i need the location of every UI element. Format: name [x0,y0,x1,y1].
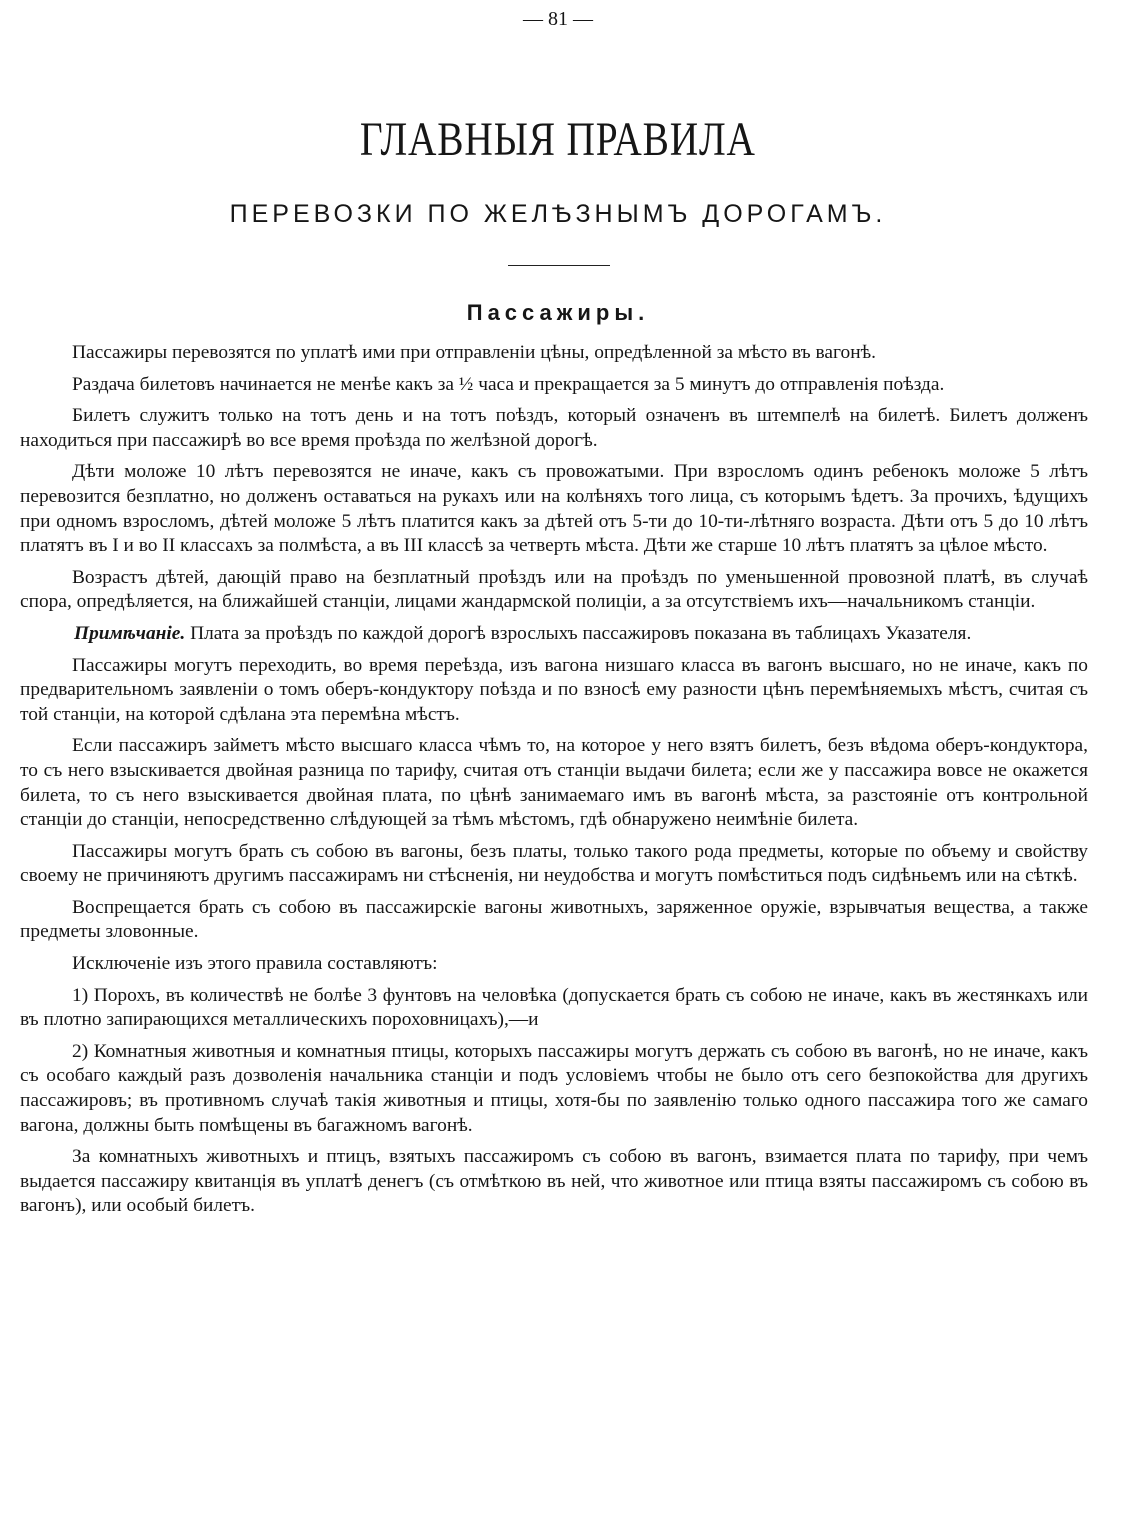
note [20,622,1088,647]
paragraph: Билетъ служитъ только на тотъ день и на тотъ поѣздъ, который означенъ въ штемпелѣ на билетѣ. Билетъ долженъ находиться при пассажирѣ во все время проѣзда по желѣзной дорогѣ. [20,405,1088,451]
paragraph: Воспрещается брать съ собою въ пассажирскіе вагоны животныхъ, заряженное оружіе, взрывчатыя вещества, а также предметы зловонные. [20,896,1088,943]
title-divider [508,265,610,266]
paragraph: Если пассажиръ займетъ мѣсто высшаго класса чѣмъ то, на которое у него взятъ билетъ, безъ вѣдома оберъ-кондуктора, то съ него взыскивается двойная разница по тарифу, считая отъ станціи выдачи билета; если же у пассажира вовсе не окажется билета, то съ него взыскивается двойная плата, по цѣнѣ занимаемаго имъ въ вагонѣ мѣста, за разстояніе отъ контрольной станціи до станціи, непосредственно слѣдующей за тѣмъ мѣстомъ, гдѣ обнаружено неимѣніе билета. [20,735,1088,831]
paragraph: Исключеніе изъ этого правила составляютъ: [72,953,438,975]
paragraph: 2) Комнатныя животныя и комнатныя птицы, которыхъ пассажиры могутъ держать съ собою въ вагонѣ, но не иначе, какъ съ особаго каждый разъ дозволенія начальника станціи и подъ условіемъ чтобы не было отъ сего безпокойства для другихъ пассажировъ; въ противномъ случаѣ такія животныя и птицы, хотя-бы по заявленію только одного пассажира того же самаго вагона, должны быть помѣщены въ багажномъ вагонѣ. [20,1040,1088,1136]
paragraph: Раздача билетовъ начинается не менѣе какъ за ½ часа и прекращается за 5 минутъ до отправленія поѣзда. [72,373,945,395]
page-number: — 81 — [523,8,593,30]
paragraph: Дѣти моложе 10 лѣтъ перевозятся не иначе, какъ съ провожатыми. При взросломъ одинъ ребенокъ моложе 5 лѣтъ перевозится безплатно, но долженъ оставаться на рукахъ или на колѣняхъ того лица, съ которымъ ѣдетъ. За прочихъ, ѣдущихъ при одномъ взросломъ, дѣтей моложе 5 лѣтъ платится какъ за дѣтей отъ 5-ти до 10-ти-лѣтняго возраста. Дѣти отъ 5 до 10 лѣтъ платятъ въ I и во II классахъ за полмѣста, а въ III классѣ за четверть мѣста. Дѣти же старше 10 лѣтъ платятъ за цѣлое мѣсто. [20,461,1088,557]
paragraph: Пассажиры могутъ переходить, во время переѣзда, изъ вагона низшаго класса въ вагонъ высшаго, но не иначе, какъ по предварительномъ заявленіи о томъ оберъ-кондуктору поѣзда и по взносѣ ему разности цѣнъ перемѣняемыхъ мѣстъ, считая съ той станціи, на которой сдѣлана эта перемѣна мѣстъ. [20,654,1088,725]
note-text: Плата за проѣздъ по каждой дорогѣ взрослыхъ пассажировъ показана въ таблицахъ Указателя. [190,622,972,644]
main-title: ГЛАВНЫЯ ПРАВИЛА [359,113,756,166]
subtitle: ПЕРЕВОЗКИ ПО ЖЕЛѢЗНЫМЪ ДОРОГАМЪ. [229,200,887,228]
paragraph: Пассажиры перевозятся по уплатѣ ими при отправленіи цѣны, опредѣленной за мѣсто въ вагонѣ. [72,342,876,363]
section-heading: Пассажиры. [466,300,650,325]
paragraph: Пассажиры могутъ брать съ собою въ вагоны, безъ платы, только такого рода предметы, которые по объему и свойству своему не причиняютъ другимъ пассажирамъ ни стѣсненія, ни неудобства и могутъ помѣститься подъ сидѣньемъ или на сѣткѣ. [20,840,1088,887]
paragraph: 1) Порохъ, въ количествѣ не болѣе 3 фунтовъ на человѣка (допускается брать съ собою не иначе, какъ въ жестянкахъ или въ плотно запирающихся металлическихъ пороховницахъ),—и [20,984,1088,1031]
note-label: Примѣчаніе. [74,622,186,644]
paragraph: За комнатныхъ животныхъ и птицъ, взятыхъ пассажиромъ съ собою въ вагонъ, взимается плата по тарифу, при чемъ выдается пассажиру квитанція въ уплатѣ денегъ (съ отмѣткою въ ней, что животное или птица взяты пассажиромъ съ собою въ вагонъ), или особый билетъ. [20,1146,1088,1217]
body-text [20,341,1088,1226]
paragraph: Возрастъ дѣтей, дающій право на безплатный проѣздъ или на проѣздъ по уменьшенной провозной платѣ, въ случаѣ спора, опредѣляется, на ближайшей станціи, лицами жандармской полиціи, а за отсутствіемъ ихъ—начальникомъ станціи. [20,566,1088,613]
note-wrap [20,622,1088,647]
